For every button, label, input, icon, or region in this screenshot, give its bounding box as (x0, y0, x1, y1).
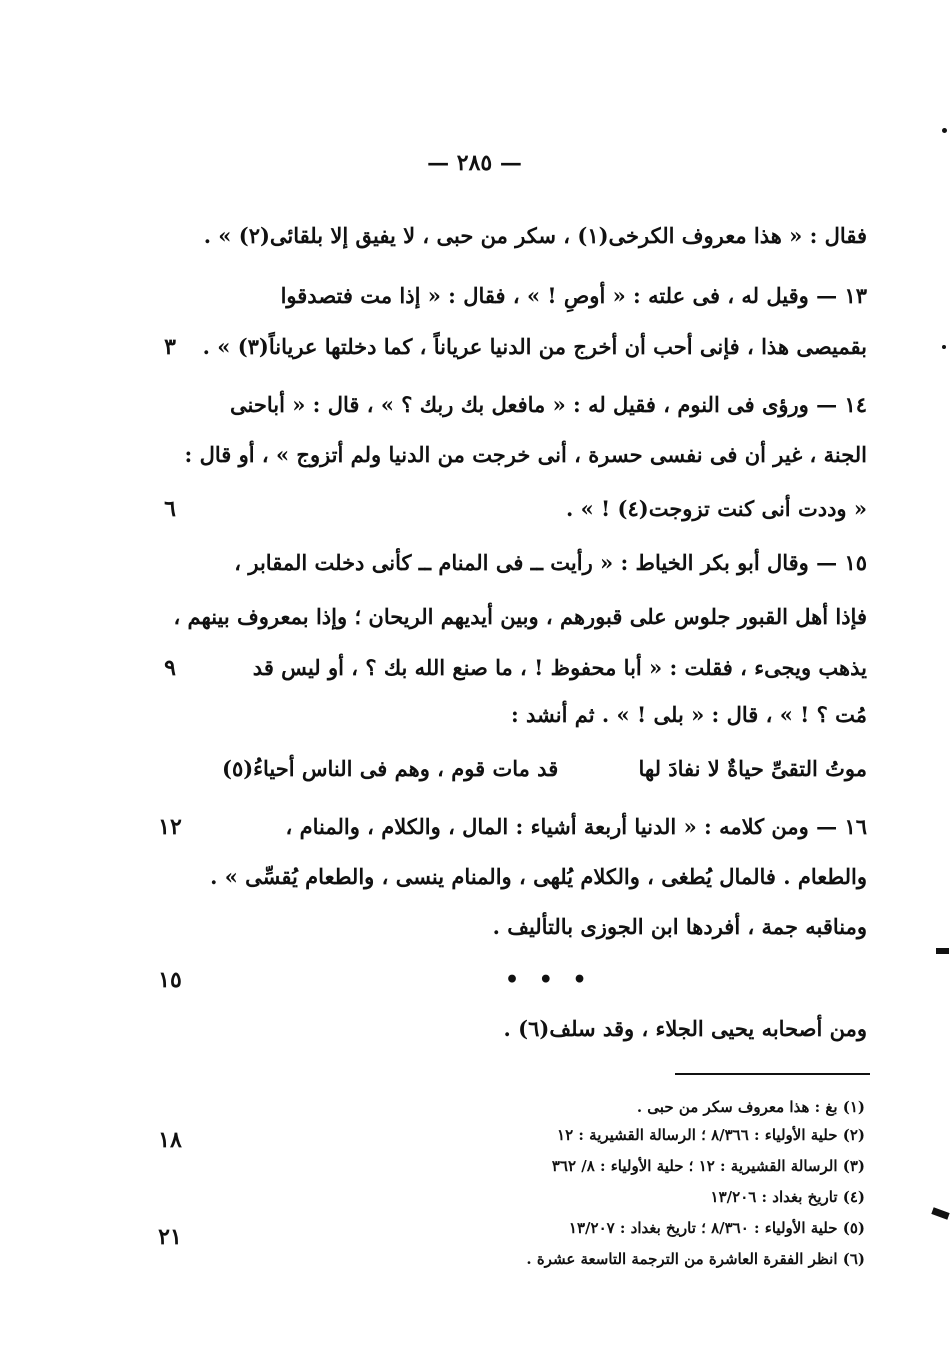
line-number: ٣ (164, 334, 176, 360)
line-number: ٦ (164, 496, 176, 522)
section-separator: • • • (505, 967, 593, 993)
footnote: (٣) الرسالة القشيرية : ١٢ ؛ حلية الأولياء : ٨/ ٣٦٢ (551, 1157, 865, 1175)
closing-line: ومن أصحابه يحيى الجلاء ، وقد سلف(٦) . (503, 1016, 867, 1041)
footnote-rule (675, 1073, 870, 1075)
body-line: ١٥ — وقال أبو بكر الخياط : « رأيت ــ فى المنام ــ كأنى دخلت المقابر ، (234, 550, 867, 575)
scan-mark (942, 128, 947, 133)
body-line: « وددت أنى كنت تزوجت(٤) ! » . (565, 496, 867, 521)
scan-mark (931, 1207, 949, 1219)
body-line: ١٤ — ورؤى فى النوم ، فقيل له : « مافعل بك ربك ؟ » ، قال : « أباحنى (230, 392, 867, 417)
poem-second-hemistich: قد مات قوم ، وهم فى الناس أحياءُ(٥) (222, 756, 559, 781)
body-line: ١٣ — وقيل له ، فى علته : « أوصِ ! » ، فقال : « إذا مت فتصدقوا (280, 283, 867, 308)
poem-first-hemistich: موتُ التقىِّ حياةٌ لا نفادَ لها (638, 756, 867, 781)
line-number: ١٨ (158, 1127, 182, 1153)
line-number: ١٥ (158, 967, 182, 993)
body-line: ومناقبه جمة ، أفردها ابن الجوزى بالتأليف . (492, 914, 867, 939)
body-line: فإذا أهل القبور جلوس على قبورهم ، وبين أيديهم الريحان ؛ وإذا بمعروف بينهم ، (173, 604, 867, 629)
scan-mark (936, 948, 949, 954)
line-number: ١٢ (158, 814, 182, 840)
body-line: بقميصى هذا ، فإنى أحب أن أخرج من الدنيا عرياناً ، كما دخلتها عرياناً(٣) » . (202, 334, 867, 359)
line-number: ٩ (164, 655, 176, 681)
body-line: الجنة ، غير أن فى نفسى حسرة ، أنى خرجت من الدنيا ولم أتزوج » ، أو قال : (184, 442, 867, 467)
footnote: (١) بغ : هذا معروف سكر من حبى . (636, 1098, 865, 1116)
poem-verse (222, 754, 867, 784)
footnote: (٢) حلية الأولياء : ٨/٣٦٦ ؛ الرسالة القشيرية : ١٢ (557, 1126, 865, 1144)
body-line: مُت ؟ ! » ، قال : « بلى ! » . ثم أنشد : (510, 702, 867, 727)
body-line: فقال : « هذا معروف الكرخى(١) ، سكر من حبى ، لا يفيق إلا بلقائى(٢) » . (203, 223, 867, 248)
footnote: (٦) انظر الفقرة العاشرة من الترجمة التاسعة عشرة . (526, 1250, 865, 1268)
page-number: — ٢٨٥ — (427, 150, 522, 176)
scan-mark (942, 345, 946, 349)
body-line: يذهب ويجىء ، فقلت : « أبا محفوظ ! ، ما صنع الله بك ؟ ، أو ليس قد (252, 655, 867, 680)
footnote: (٥) حلية الأولياء : ٨/٣٦٠ ؛ تاريخ بغداد : ١٣/٢٠٧ (568, 1219, 865, 1237)
footnote: (٤) تاريخ بغداد : ١٣/٢٠٦ (710, 1188, 865, 1206)
body-line: والطعام . فالمال يُطغى ، والكلام يُلهى ، والمنام ينسى ، والطعام يُقسِّى » . (210, 864, 867, 889)
line-number: ٢١ (158, 1224, 182, 1250)
body-line: ١٦ — ومن كلامه : « الدنيا أربعة أشياء : المال ، والكلام ، والمنام ، (285, 814, 867, 839)
